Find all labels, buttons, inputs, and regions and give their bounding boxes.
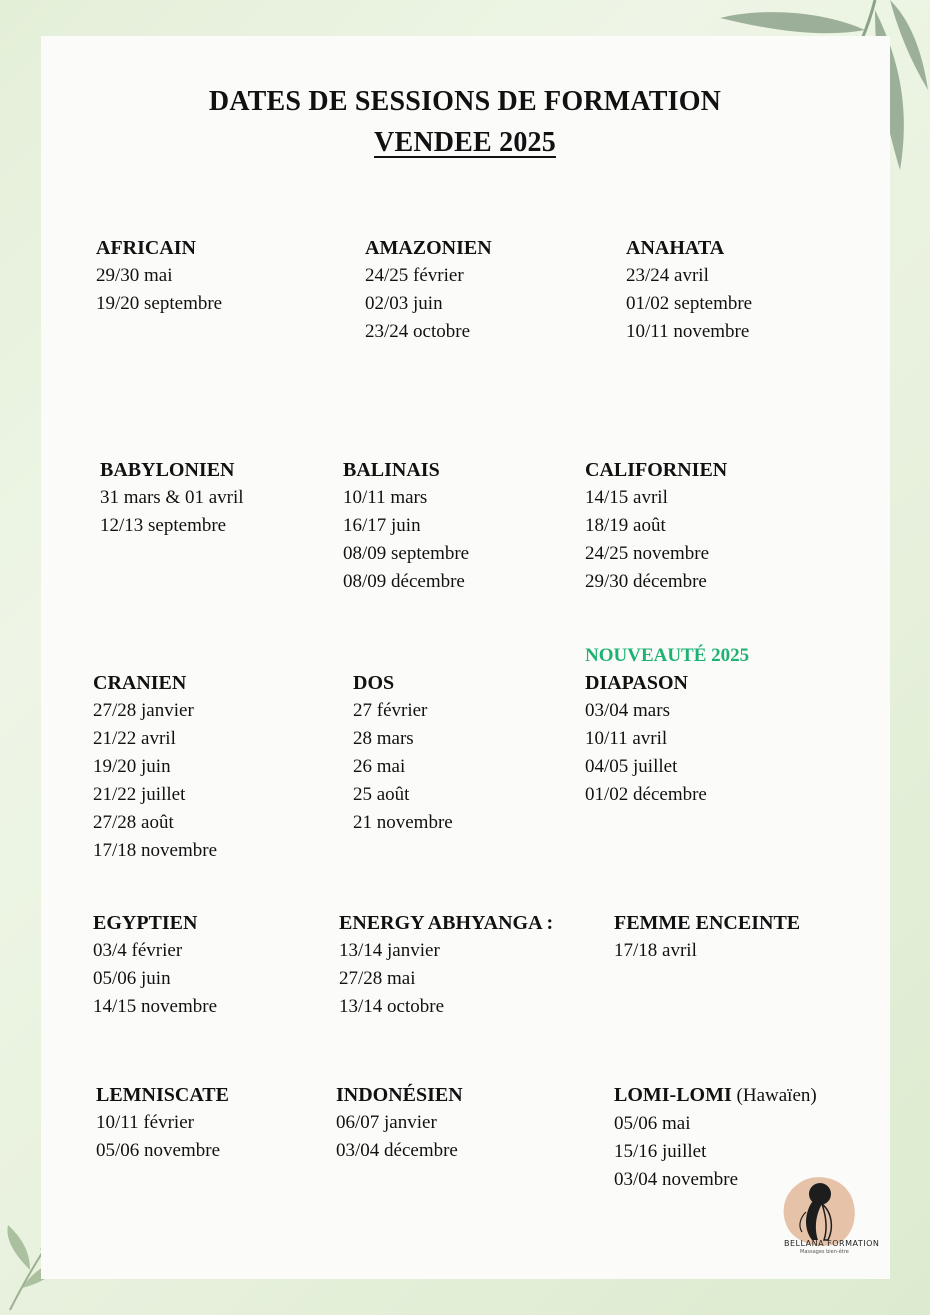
- training-date: 08/09 décembre: [343, 571, 465, 592]
- training-date: 10/11 mars: [343, 487, 428, 508]
- training-date: 16/17 juin: [343, 515, 421, 536]
- training-date: 05/06 juin: [93, 968, 171, 989]
- training-date: 27/28 août: [93, 812, 174, 833]
- training-date: 24/25 novembre: [585, 543, 710, 564]
- training-date: 29/30 mai: [96, 265, 173, 286]
- new-badge: NOUVEAUTÉ 2025: [585, 645, 750, 666]
- training-date: 17/18 novembre: [93, 840, 218, 861]
- training-date: 26 mai: [353, 756, 406, 777]
- training-californien: [585, 456, 727, 596]
- training-name: AMAZONIEN: [365, 237, 492, 259]
- training-amazonien: [365, 234, 492, 346]
- training-date: 27 février: [353, 700, 428, 721]
- training-date: 13/14 janvier: [339, 940, 440, 961]
- training-name: ENERGY ABHYANGA :: [339, 912, 554, 934]
- training-name: BALINAIS: [343, 459, 440, 481]
- page-subtitle: VENDEE 2025: [374, 127, 556, 158]
- training-babylonien: [100, 456, 244, 540]
- training-dos: [353, 669, 453, 837]
- training-africain: [96, 234, 222, 318]
- training-date: 01/02 décembre: [585, 784, 707, 805]
- training-date: 19/20 juin: [93, 756, 171, 777]
- training-balinais: [343, 456, 469, 596]
- training-date: 06/07 janvier: [336, 1112, 437, 1133]
- training-lemniscate: [96, 1081, 229, 1165]
- training-date: 05/06 mai: [614, 1113, 691, 1134]
- training-name: LOMI-LOMI: [614, 1084, 732, 1106]
- training-date: 21/22 avril: [93, 728, 176, 749]
- training-date: 25 août: [353, 784, 410, 805]
- training-date: 03/04 décembre: [336, 1140, 458, 1161]
- training-date: 12/13 septembre: [100, 515, 227, 536]
- training-name: EGYPTIEN: [93, 912, 198, 934]
- training-date: 28 mars: [353, 728, 414, 749]
- training-egyptien: [93, 909, 217, 1021]
- training-energy-abhyanga: [339, 909, 553, 1021]
- training-indonesien: [336, 1081, 463, 1165]
- training-name: CALIFORNIEN: [585, 459, 728, 481]
- training-date: 19/20 septembre: [96, 293, 223, 314]
- training-date: 17/18 avril: [614, 940, 697, 961]
- training-diapason: [585, 669, 707, 809]
- brand-logo-subtext: Massages bien-être: [800, 1249, 849, 1255]
- training-date: 15/16 juillet: [614, 1141, 707, 1162]
- training-date: 02/03 juin: [365, 293, 443, 314]
- training-name: ANAHATA: [626, 237, 725, 259]
- training-date: 01/02 septembre: [626, 293, 753, 314]
- training-note: (Hawaïen): [736, 1085, 817, 1106]
- training-date: 21 novembre: [353, 812, 453, 833]
- training-date: 23/24 avril: [626, 265, 709, 286]
- training-date: 31 mars & 01 avril: [100, 487, 244, 508]
- training-date: 03/4 février: [93, 940, 183, 961]
- training-name: DOS: [353, 672, 395, 694]
- training-date: 27/28 mai: [339, 968, 416, 989]
- training-date: 05/06 novembre: [96, 1140, 221, 1161]
- training-date: 10/11 février: [96, 1112, 194, 1133]
- training-name: INDONÉSIEN: [336, 1084, 463, 1106]
- brand-logo-text: BELLANA FORMATION: [784, 1239, 880, 1248]
- training-date: 10/11 avril: [585, 728, 668, 749]
- training-date: 29/30 décembre: [585, 571, 707, 592]
- training-name: CRANIEN: [93, 672, 187, 694]
- training-date: 24/25 février: [365, 265, 464, 286]
- training-date: 14/15 avril: [585, 487, 668, 508]
- training-date: 23/24 octobre: [365, 321, 471, 342]
- training-name: AFRICAIN: [96, 237, 196, 259]
- training-name: BABYLONIEN: [100, 459, 235, 481]
- training-date: 04/05 juillet: [585, 756, 678, 777]
- training-name: DIAPASON: [585, 672, 688, 694]
- training-date: 03/04 mars: [585, 700, 670, 721]
- training-date: 27/28 janvier: [93, 700, 194, 721]
- training-date: 14/15 novembre: [93, 996, 218, 1017]
- training-date: 10/11 novembre: [626, 321, 750, 342]
- training-anahata: [626, 234, 752, 346]
- training-name: LEMNISCATE: [96, 1084, 229, 1106]
- training-date: 18/19 août: [585, 515, 666, 536]
- page-title: DATES DE SESSIONS DE FORMATION: [208, 86, 722, 117]
- training-name: FEMME ENCEINTE: [614, 912, 801, 934]
- training-date: 13/14 octobre: [339, 996, 445, 1017]
- training-date: 03/04 novembre: [614, 1169, 739, 1190]
- training-cranien: [93, 669, 217, 865]
- training-date: 08/09 septembre: [343, 543, 470, 564]
- training-date: 21/22 juillet: [93, 784, 186, 805]
- training-femme-enceinte: [614, 909, 800, 965]
